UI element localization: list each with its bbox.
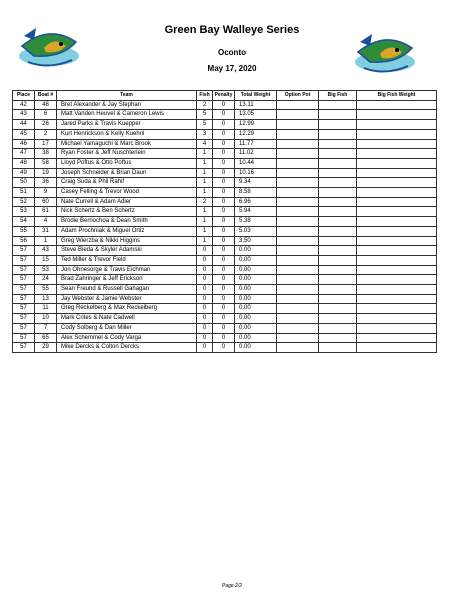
- cell-option-pot: [277, 139, 319, 149]
- cell-penalty: 0: [213, 120, 235, 130]
- cell-big-fish: [319, 265, 357, 275]
- cell-place: 57: [13, 265, 35, 275]
- cell-team: Craig Suda & Phil Rahif: [57, 178, 197, 188]
- cell-penalty: 0: [213, 168, 235, 178]
- cell-team: Cody Solberg & Dan Miller: [57, 323, 197, 333]
- cell-big-fish: [319, 343, 357, 353]
- cell-total-weight: 0.00: [235, 275, 277, 285]
- cell-penalty: 0: [213, 149, 235, 159]
- cell-penalty: 0: [213, 333, 235, 343]
- cell-boat: 6: [35, 110, 57, 120]
- cell-penalty: 0: [213, 285, 235, 295]
- cell-penalty: 0: [213, 343, 235, 353]
- cell-total-weight: 0.00: [235, 333, 277, 343]
- cell-fish: 3: [197, 129, 213, 139]
- cell-team: Greg Wierzba & Nikki Higgins: [57, 236, 197, 246]
- cell-big-fish: [319, 129, 357, 139]
- cell-big-fish: [319, 188, 357, 198]
- cell-fish: 1: [197, 158, 213, 168]
- cell-fish: 0: [197, 285, 213, 295]
- cell-option-pot: [277, 226, 319, 236]
- cell-place: 53: [13, 207, 35, 217]
- event-date: May 17, 2020: [207, 64, 257, 73]
- table-row: [13, 333, 437, 343]
- cell-big-fish: [319, 285, 357, 295]
- cell-big-fish-weight: [357, 158, 437, 168]
- cell-big-fish-weight: [357, 275, 437, 285]
- cell-team: Matt Vanden Heuvel & Cameron Lewis: [57, 110, 197, 120]
- cell-big-fish-weight: [357, 333, 437, 343]
- cell-place: 57: [13, 285, 35, 295]
- col-header-penalty: Penalty: [213, 91, 235, 101]
- cell-team: Casey Felling & Trevor Wood: [57, 188, 197, 198]
- cell-boat: 60: [35, 197, 57, 207]
- table-row: [13, 246, 437, 256]
- cell-fish: 0: [197, 343, 213, 353]
- cell-team: Mark Crites & Nate Cadwell: [57, 314, 197, 324]
- table-row: [13, 304, 437, 314]
- cell-option-pot: [277, 178, 319, 188]
- cell-penalty: 0: [213, 314, 235, 324]
- cell-option-pot: [277, 110, 319, 120]
- results-table: [12, 90, 437, 353]
- cell-big-fish-weight: [357, 304, 437, 314]
- cell-place: 54: [13, 217, 35, 227]
- cell-total-weight: 13.11: [235, 100, 277, 110]
- cell-fish: 0: [197, 323, 213, 333]
- cell-total-weight: 5.03: [235, 226, 277, 236]
- cell-option-pot: [277, 343, 319, 353]
- cell-place: 57: [13, 314, 35, 324]
- cell-boat: 7: [35, 323, 57, 333]
- cell-big-fish: [319, 178, 357, 188]
- cell-place: 55: [13, 226, 35, 236]
- cell-option-pot: [277, 149, 319, 159]
- cell-boat: 65: [35, 333, 57, 343]
- cell-team: Lloyd Poftus & Otto Poftus: [57, 158, 197, 168]
- col-header-total-weight: Total Weight: [235, 91, 277, 101]
- cell-big-fish: [319, 149, 357, 159]
- cell-big-fish-weight: [357, 188, 437, 198]
- table-row: [13, 149, 437, 159]
- cell-fish: 1: [197, 168, 213, 178]
- cell-big-fish-weight: [357, 265, 437, 275]
- cell-option-pot: [277, 294, 319, 304]
- table-row: [13, 100, 437, 110]
- cell-place: 42: [13, 100, 35, 110]
- cell-penalty: 0: [213, 110, 235, 120]
- cell-fish: 1: [197, 178, 213, 188]
- cell-option-pot: [277, 275, 319, 285]
- cell-option-pot: [277, 236, 319, 246]
- cell-penalty: 0: [213, 323, 235, 333]
- table-row: [13, 158, 437, 168]
- cell-big-fish-weight: [357, 168, 437, 178]
- table-row: [13, 255, 437, 265]
- cell-boat: 10: [35, 314, 57, 324]
- table-row: [13, 323, 437, 333]
- cell-penalty: 0: [213, 139, 235, 149]
- cell-place: 46: [13, 139, 35, 149]
- cell-big-fish-weight: [357, 139, 437, 149]
- cell-fish: 5: [197, 110, 213, 120]
- cell-place: 49: [13, 168, 35, 178]
- cell-option-pot: [277, 333, 319, 343]
- cell-big-fish-weight: [357, 236, 437, 246]
- cell-total-weight: 12.99: [235, 120, 277, 130]
- cell-penalty: 0: [213, 294, 235, 304]
- cell-big-fish-weight: [357, 100, 437, 110]
- cell-place: 44: [13, 120, 35, 130]
- cell-big-fish: [319, 255, 357, 265]
- cell-place: 57: [13, 294, 35, 304]
- cell-total-weight: 13.05: [235, 110, 277, 120]
- page-title: Green Bay Walleye Series: [164, 24, 300, 36]
- cell-penalty: 0: [213, 304, 235, 314]
- cell-big-fish: [319, 158, 357, 168]
- table-row: [13, 217, 437, 227]
- cell-total-weight: 5.94: [235, 207, 277, 217]
- cell-total-weight: 3.50: [235, 236, 277, 246]
- cell-place: 57: [13, 255, 35, 265]
- cell-big-fish: [319, 168, 357, 178]
- cell-team: Brad Zahringer & Jeff Erickson: [57, 275, 197, 285]
- cell-penalty: 0: [213, 265, 235, 275]
- cell-boat: 13: [35, 294, 57, 304]
- cell-place: 57: [13, 333, 35, 343]
- cell-team: Nate Currell & Adam Adler: [57, 197, 197, 207]
- cell-boat: 26: [35, 120, 57, 130]
- cell-option-pot: [277, 197, 319, 207]
- cell-total-weight: 0.00: [235, 304, 277, 314]
- cell-big-fish: [319, 304, 357, 314]
- cell-boat: 53: [35, 265, 57, 275]
- cell-boat: 1: [35, 236, 57, 246]
- cell-fish: 0: [197, 333, 213, 343]
- cell-total-weight: 0.00: [235, 294, 277, 304]
- cell-big-fish: [319, 275, 357, 285]
- cell-big-fish-weight: [357, 226, 437, 236]
- cell-big-fish-weight: [357, 217, 437, 227]
- cell-total-weight: 11.02: [235, 149, 277, 159]
- table-row: [13, 129, 437, 139]
- cell-team: Ted Miller & Trevor Field: [57, 255, 197, 265]
- cell-option-pot: [277, 304, 319, 314]
- cell-boat: 38: [35, 149, 57, 159]
- cell-fish: 1: [197, 236, 213, 246]
- cell-boat: 48: [35, 100, 57, 110]
- event-location: Oconto: [218, 48, 246, 57]
- cell-team: Jared Parks & Travis Kuepper: [57, 120, 197, 130]
- cell-penalty: 0: [213, 246, 235, 256]
- cell-penalty: 0: [213, 158, 235, 168]
- cell-big-fish: [319, 139, 357, 149]
- table-row: [13, 139, 437, 149]
- cell-team: Joseph Schneider & Brian Daun: [57, 168, 197, 178]
- cell-big-fish: [319, 246, 357, 256]
- cell-big-fish: [319, 100, 357, 110]
- cell-option-pot: [277, 246, 319, 256]
- cell-fish: 1: [197, 188, 213, 198]
- cell-fish: 1: [197, 207, 213, 217]
- cell-team: Adam Prochniak & Miguel Ortiz: [57, 226, 197, 236]
- col-header-boat: Boat #: [35, 91, 57, 101]
- cell-total-weight: 12.29: [235, 129, 277, 139]
- cell-boat: 43: [35, 246, 57, 256]
- cell-fish: 0: [197, 304, 213, 314]
- table-row: [13, 120, 437, 130]
- cell-total-weight: 10.44: [235, 158, 277, 168]
- cell-boat: 11: [35, 304, 57, 314]
- cell-place: 57: [13, 246, 35, 256]
- cell-penalty: 0: [213, 197, 235, 207]
- cell-team: Brodie Berriochoa & Dean Smith: [57, 217, 197, 227]
- cell-option-pot: [277, 285, 319, 295]
- cell-fish: 0: [197, 265, 213, 275]
- cell-big-fish-weight: [357, 343, 437, 353]
- cell-boat: 4: [35, 217, 57, 227]
- cell-big-fish: [319, 197, 357, 207]
- cell-fish: 1: [197, 149, 213, 159]
- table-row: [13, 265, 437, 275]
- cell-fish: 0: [197, 246, 213, 256]
- cell-boat: 61: [35, 207, 57, 217]
- cell-total-weight: 0.00: [235, 265, 277, 275]
- cell-fish: 0: [197, 294, 213, 304]
- table-row: [13, 275, 437, 285]
- cell-penalty: 0: [213, 236, 235, 246]
- page-number: Page 2/2: [221, 583, 243, 589]
- cell-penalty: 0: [213, 255, 235, 265]
- cell-total-weight: 0.00: [235, 285, 277, 295]
- table-row: [13, 207, 437, 217]
- cell-big-fish: [319, 314, 357, 324]
- cell-fish: 1: [197, 226, 213, 236]
- col-header-team: Team: [57, 91, 197, 101]
- cell-place: 57: [13, 304, 35, 314]
- cell-team: Alex Schemmel & Cody Varga: [57, 333, 197, 343]
- cell-big-fish: [319, 217, 357, 227]
- cell-team: Sean Freund & Russell Gahagan: [57, 285, 197, 295]
- cell-place: 45: [13, 129, 35, 139]
- col-header-big-fish-weight: Big Fish Weight: [357, 91, 437, 101]
- cell-big-fish-weight: [357, 178, 437, 188]
- cell-place: 57: [13, 275, 35, 285]
- cell-big-fish-weight: [357, 149, 437, 159]
- cell-boat: 24: [35, 275, 57, 285]
- cell-big-fish-weight: [357, 110, 437, 120]
- cell-big-fish: [319, 323, 357, 333]
- cell-team: Greg Reckelberg & Max Reckelberg: [57, 304, 197, 314]
- cell-place: 56: [13, 236, 35, 246]
- cell-place: 51: [13, 188, 35, 198]
- table-row: [13, 236, 437, 246]
- cell-big-fish: [319, 110, 357, 120]
- cell-boat: 19: [35, 168, 57, 178]
- cell-team: Ryan Foster & Jeff Nuschterlein: [57, 149, 197, 159]
- cell-penalty: 0: [213, 217, 235, 227]
- cell-big-fish-weight: [357, 120, 437, 130]
- results-body: [13, 100, 437, 352]
- cell-option-pot: [277, 158, 319, 168]
- table-row: [13, 188, 437, 198]
- table-row: [13, 110, 437, 120]
- col-header-fish: Fish: [197, 91, 213, 101]
- table-header-row: [13, 91, 437, 101]
- cell-fish: 5: [197, 120, 213, 130]
- cell-total-weight: 0.00: [235, 255, 277, 265]
- cell-option-pot: [277, 217, 319, 227]
- table-row: [13, 343, 437, 353]
- cell-big-fish: [319, 207, 357, 217]
- cell-option-pot: [277, 100, 319, 110]
- cell-boat: 36: [35, 178, 57, 188]
- cell-penalty: 0: [213, 275, 235, 285]
- cell-place: 57: [13, 323, 35, 333]
- cell-total-weight: 0.00: [235, 343, 277, 353]
- cell-big-fish-weight: [357, 255, 437, 265]
- cell-fish: 0: [197, 314, 213, 324]
- cell-boat: 9: [35, 188, 57, 198]
- cell-option-pot: [277, 129, 319, 139]
- cell-option-pot: [277, 265, 319, 275]
- cell-big-fish-weight: [357, 323, 437, 333]
- cell-boat: 55: [35, 285, 57, 295]
- col-header-option-pot: Option Pot: [277, 91, 319, 101]
- cell-option-pot: [277, 314, 319, 324]
- cell-team: Steve Bieda & Skyler Adamski: [57, 246, 197, 256]
- cell-place: 47: [13, 149, 35, 159]
- cell-big-fish-weight: [357, 285, 437, 295]
- cell-big-fish: [319, 236, 357, 246]
- cell-fish: 0: [197, 255, 213, 265]
- cell-boat: 31: [35, 226, 57, 236]
- cell-fish: 2: [197, 197, 213, 207]
- cell-fish: 4: [197, 139, 213, 149]
- cell-penalty: 0: [213, 129, 235, 139]
- cell-team: Michael Yamaguchi & Marc Brook: [57, 139, 197, 149]
- cell-team: Bret Alexander & Jay Stephan: [57, 100, 197, 110]
- cell-boat: 2: [35, 129, 57, 139]
- cell-place: 48: [13, 158, 35, 168]
- cell-total-weight: 9.34: [235, 178, 277, 188]
- cell-total-weight: 5.38: [235, 217, 277, 227]
- cell-total-weight: 0.00: [235, 246, 277, 256]
- table-row: [13, 294, 437, 304]
- table-row: [13, 285, 437, 295]
- cell-team: Kurt Henrickson & Kelly Kuehnl: [57, 129, 197, 139]
- cell-total-weight: 8.58: [235, 188, 277, 198]
- cell-penalty: 0: [213, 188, 235, 198]
- cell-fish: 2: [197, 100, 213, 110]
- cell-place: 50: [13, 178, 35, 188]
- cell-boat: 29: [35, 343, 57, 353]
- cell-team: Mike Dercks & Colton Dercks: [57, 343, 197, 353]
- cell-total-weight: 6.96: [235, 197, 277, 207]
- cell-boat: 15: [35, 255, 57, 265]
- cell-total-weight: 0.00: [235, 323, 277, 333]
- cell-fish: 1: [197, 217, 213, 227]
- cell-boat: 17: [35, 139, 57, 149]
- cell-big-fish-weight: [357, 314, 437, 324]
- cell-option-pot: [277, 207, 319, 217]
- cell-penalty: 0: [213, 178, 235, 188]
- cell-option-pot: [277, 120, 319, 130]
- cell-big-fish: [319, 226, 357, 236]
- table-row: [13, 197, 437, 207]
- cell-place: 43: [13, 110, 35, 120]
- cell-big-fish-weight: [357, 129, 437, 139]
- cell-option-pot: [277, 323, 319, 333]
- col-header-place: Place: [13, 91, 35, 101]
- cell-team: Jon Ohnesorge & Travis Eichman: [57, 265, 197, 275]
- cell-penalty: 0: [213, 207, 235, 217]
- cell-team: Nick Schertz & Ben Schertz: [57, 207, 197, 217]
- cell-option-pot: [277, 255, 319, 265]
- cell-team: Jay Webster & Jamie Webster: [57, 294, 197, 304]
- cell-option-pot: [277, 188, 319, 198]
- cell-option-pot: [277, 168, 319, 178]
- cell-big-fish-weight: [357, 246, 437, 256]
- table-row: [13, 314, 437, 324]
- cell-place: 57: [13, 343, 35, 353]
- cell-penalty: 0: [213, 226, 235, 236]
- cell-big-fish: [319, 120, 357, 130]
- cell-total-weight: 0.00: [235, 314, 277, 324]
- col-header-big-fish: Big Fish: [319, 91, 357, 101]
- cell-boat: 58: [35, 158, 57, 168]
- cell-total-weight: 10.16: [235, 168, 277, 178]
- cell-fish: 0: [197, 275, 213, 285]
- cell-big-fish-weight: [357, 197, 437, 207]
- table-row: [13, 168, 437, 178]
- cell-big-fish: [319, 294, 357, 304]
- cell-big-fish-weight: [357, 207, 437, 217]
- cell-total-weight: 11.77: [235, 139, 277, 149]
- table-row: [13, 178, 437, 188]
- cell-big-fish-weight: [357, 294, 437, 304]
- cell-big-fish: [319, 333, 357, 343]
- cell-penalty: 0: [213, 100, 235, 110]
- cell-place: 52: [13, 197, 35, 207]
- table-row: [13, 226, 437, 236]
